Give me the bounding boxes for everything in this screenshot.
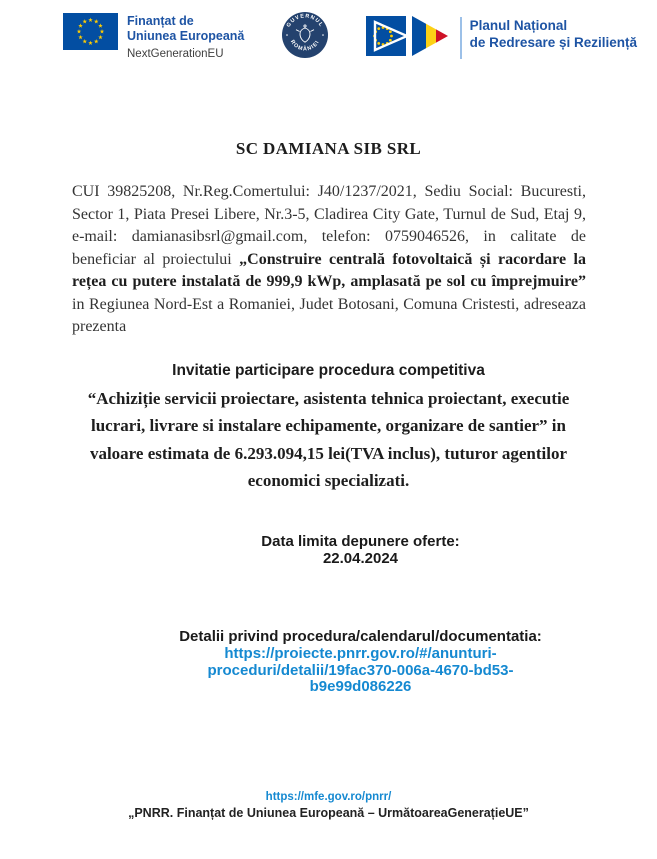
seal-text-top: GUVERNUL xyxy=(285,13,325,29)
eu-funding-label xyxy=(127,13,244,61)
deadline-date: 22.04.2024 xyxy=(322,549,399,567)
footer-link[interactable]: https://mfe.gov.ro/pnrr/ xyxy=(265,791,392,803)
eu-flag-icon xyxy=(63,13,118,50)
document-header xyxy=(0,0,657,65)
deadline-block xyxy=(64,533,657,567)
details-label: Detalii privind procedura/calendarul/documentatia: xyxy=(179,627,542,645)
project-name: „Construire centrală fotovoltaică și racordare la rețea cu putere instalată de 999,9 kWp, amplasată pe sol cu împrejmuire” xyxy=(72,250,586,290)
procedure-link-line1: https://proiecte.pnrr.gov.ro/#/anunturi- xyxy=(224,645,497,662)
document-footer xyxy=(0,791,657,820)
pnrr-line2: de Redresare și Reziliență xyxy=(469,35,637,50)
intro-paragraph xyxy=(72,181,586,339)
eu-funding-line1: Finanțat de xyxy=(127,14,194,28)
intro-text-1: CUI 39825208, Nr.Reg.Comertului: J40/1237/2021, Sediu Social: Bucuresti, Sector 1, Piata Presei Libere, Nr.3-5, Cladirea City Gate, Turnul de Sud, Etaj 9, e-mail: damianasibsrl@gmail.com, telefon: 0759046526, in calitate de beneficiar al proiectului xyxy=(72,183,586,268)
invitation-details: “Achiziție servicii proiectare, asistenta tehnica proiectant, executie lucrari, livrare si instalare echipamente, organizare de santier” in valoare estimata de 6.293.094,15 lei(TVA inclus), tuturor agentilor economici specializati. xyxy=(87,388,570,490)
deadline-label: Data limita depunere oferte: xyxy=(261,532,460,550)
company-title: SC DAMIANA SIB SRL xyxy=(235,139,422,158)
procedure-link-line2: proceduri/detalii/19fac370-006a-4670-bd53- xyxy=(207,661,514,679)
pnrr-arrows-icon xyxy=(366,13,452,59)
pnrr-logo xyxy=(366,13,637,59)
eu-funding-logo xyxy=(63,13,244,61)
invitation-heading: Invitatie participare procedura competitiva xyxy=(172,361,485,379)
procedure-link-line3: b9e99d086226 xyxy=(309,678,412,695)
pnrr-label xyxy=(460,17,637,59)
eu-funding-line3: NextGenerationEU xyxy=(127,48,224,60)
seal-text-bottom: ROMÂNIEI xyxy=(288,39,322,53)
pnrr-line1: Planul Național xyxy=(469,18,568,33)
eu-funding-line2: Uniunea Europeană xyxy=(127,29,245,43)
romanian-government-seal-icon xyxy=(281,11,329,59)
footer-note: „PNRR. Finanțat de Uniunea Europeană – UrmătoareaGenerațieUE” xyxy=(128,806,529,820)
procedure-link[interactable] xyxy=(64,646,657,696)
details-section xyxy=(64,629,657,696)
intro-text-2: in Regiunea Nord-Est a Romaniei, Judet Botosani, Comuna Cristesti, adreseaza prezenta xyxy=(72,295,586,335)
